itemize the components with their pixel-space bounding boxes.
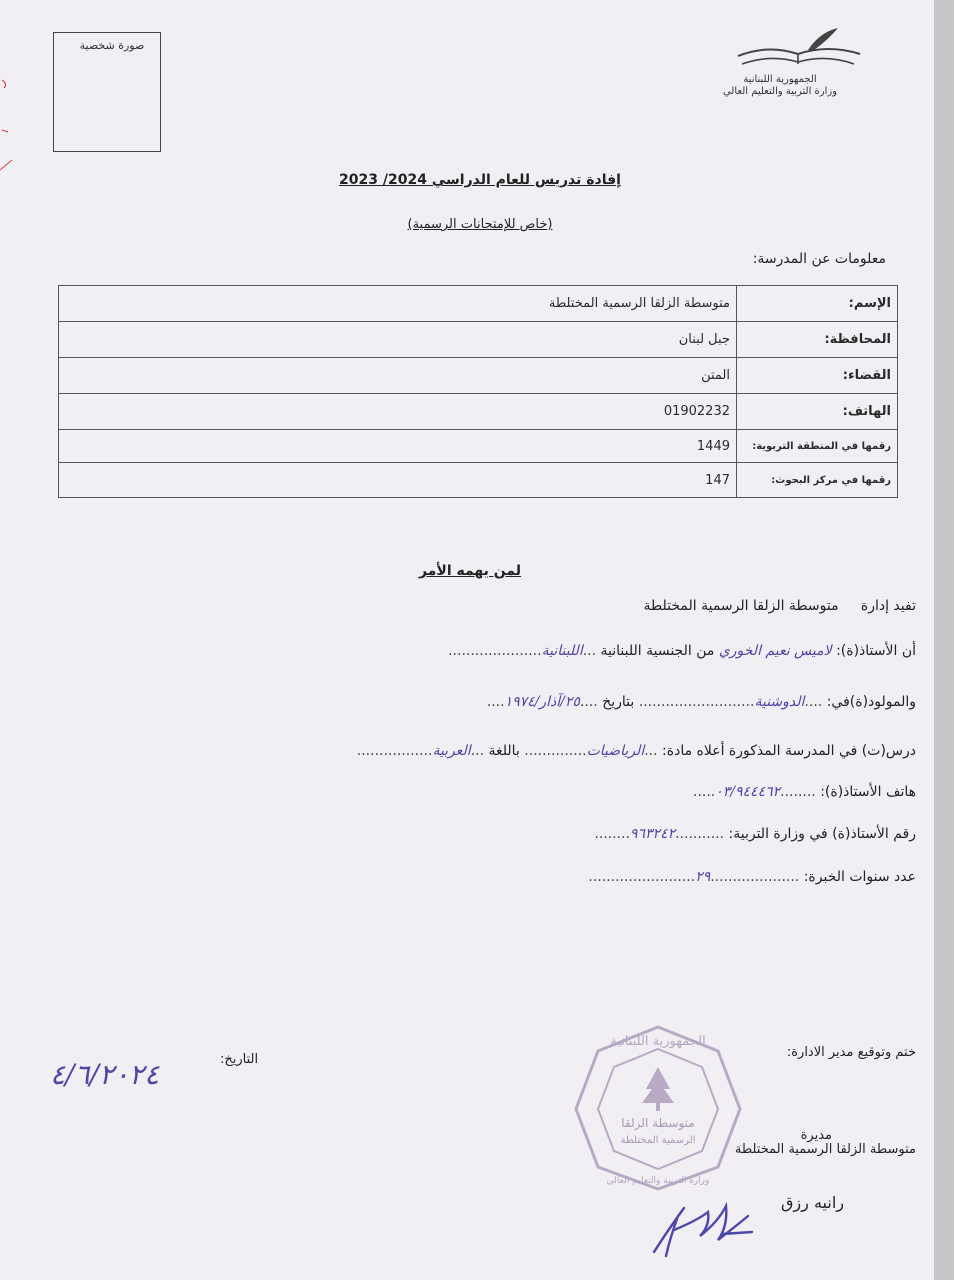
stamp-text-mid2: الرسمية المختلطة (620, 1135, 696, 1146)
body-line-experience: عدد سنوات الخبرة: ....................٢٩........................ (588, 869, 916, 885)
teacher-value: لاميس نعيم الخوري (718, 643, 832, 659)
table-label: الإسم: (737, 286, 898, 322)
table-value: 01902232 (59, 394, 737, 430)
stamp-signature-label: ختم وتوقيع مدير الادارة: (786, 1045, 916, 1060)
body-line-taught: درس(ت) في المدرسة المذكورة أعلاه مادة: ...الرياضيات.............. باللغة ...العربية................. (356, 743, 916, 759)
ministry-header (690, 74, 870, 98)
taught-label: درس(ت) في المدرسة المذكورة أعلاه مادة: (662, 743, 916, 759)
born-label: والمولود(ة)في: (826, 694, 916, 710)
table-value: 1449 (59, 430, 737, 463)
table-label: الهاتف: (737, 394, 898, 430)
table-row (59, 286, 898, 322)
ministry-line2: وزارة التربية والتعليم العالي (722, 86, 838, 97)
table-label: القضاء: (737, 358, 898, 394)
table-label: المحافظة: (737, 322, 898, 358)
body-line-teacher: أن الأستاذ(ة): لاميس نعيم الخوري من الجنسية اللبنانية ...اللبنانية..................... (448, 643, 916, 659)
number-value: ٩٦٣٢٤٢ (629, 826, 676, 842)
stamp-text-mid1: متوسطة الزلقا (621, 1116, 695, 1130)
table-row (59, 358, 898, 394)
phone-value: ٠٣/٩٤٤٤٦٢ (715, 784, 781, 800)
footer-date-value: ٤/٦/٢٠٢٤ (50, 1058, 160, 1091)
body-line-phone: هاتف الأستاذ(ة): ........٠٣/٩٤٤٤٦٢..... (693, 784, 916, 800)
stamp-text-top: الجمهورية اللبنانية (610, 1034, 706, 1049)
table-row (59, 463, 898, 498)
school-info-heading: معلومات عن المدرسة: (752, 251, 886, 267)
body-line-number: رقم الأستاذ(ة) في وزارة التربية: ...........٩٦٣٢٤٢........ (594, 826, 916, 842)
handwritten-signature (648, 1196, 758, 1258)
to-whom-heading: لمن يهمه الأمر (419, 563, 521, 579)
table-row (59, 322, 898, 358)
taught-value: الرياضيات (586, 743, 645, 759)
body-line-administration (644, 598, 916, 614)
born-value: الدوشنية (754, 694, 805, 710)
page-edge (934, 0, 954, 1280)
date-label: بتاريخ (602, 694, 635, 710)
body-line-born: والمولود(ة)في: ....الدوشنية.......................... بتاريخ ....٢٥/آذار/١٩٧٤.... (486, 694, 916, 710)
nationality-label: من الجنسية اللبنانية (600, 643, 715, 659)
date-value: ٢٥/آذار/١٩٧٤ (504, 694, 580, 710)
number-label: رقم الأستاذ(ة) في وزارة التربية: (728, 826, 916, 842)
administration-label: تفيد إدارة (860, 598, 916, 614)
table-label: رقمها في مركز البحوث: (737, 463, 898, 498)
ministry-logo (728, 26, 868, 78)
director-title: مديرة (800, 1128, 832, 1143)
table-label: رقمها في المنطقة التربوية: (737, 430, 898, 463)
table-row (59, 394, 898, 430)
table-value: المتن (59, 358, 737, 394)
margin-pen-mark (0, 70, 14, 190)
language-label: باللغة (488, 743, 520, 759)
experience-value: ٢٩ (695, 869, 711, 885)
nationality-value: اللبنانية (541, 643, 583, 659)
experience-label: عدد سنوات الخبرة: (803, 869, 916, 885)
school-info-table (58, 285, 898, 498)
ministry-line1: الجمهورية اللبنانية (743, 74, 817, 85)
administration-value: متوسطة الزلقا الرسمية المختلطة (643, 598, 839, 614)
table-value: متوسطة الزلقا الرسمية المختلطة (59, 286, 737, 322)
table-value: 147 (59, 463, 737, 498)
document-title: إفادة تدريس للعام الدراسي 2024/ 2023 (339, 172, 621, 188)
table-value: جبل لبنان (59, 322, 737, 358)
photo-label: صورة شخصية (79, 39, 145, 52)
footer-date-label: التاريخ: (220, 1052, 259, 1067)
phone-label: هاتف الأستاذ(ة): (820, 784, 916, 800)
stamp-text-bottom: وزارة التربية والتعليم العالي (606, 1176, 710, 1186)
director-school: متوسطة الزلقا الرسمية المختلطة (734, 1142, 916, 1157)
photo-box (53, 32, 161, 152)
director-name: رانيه رزق (781, 1193, 844, 1212)
language-value: العربية (432, 743, 471, 759)
document-subtitle: (خاص للإمتحانات الرسمية) (407, 217, 553, 232)
official-stamp (572, 1023, 744, 1193)
teacher-label: أن الأستاذ(ة): (836, 643, 916, 659)
table-row (59, 430, 898, 463)
